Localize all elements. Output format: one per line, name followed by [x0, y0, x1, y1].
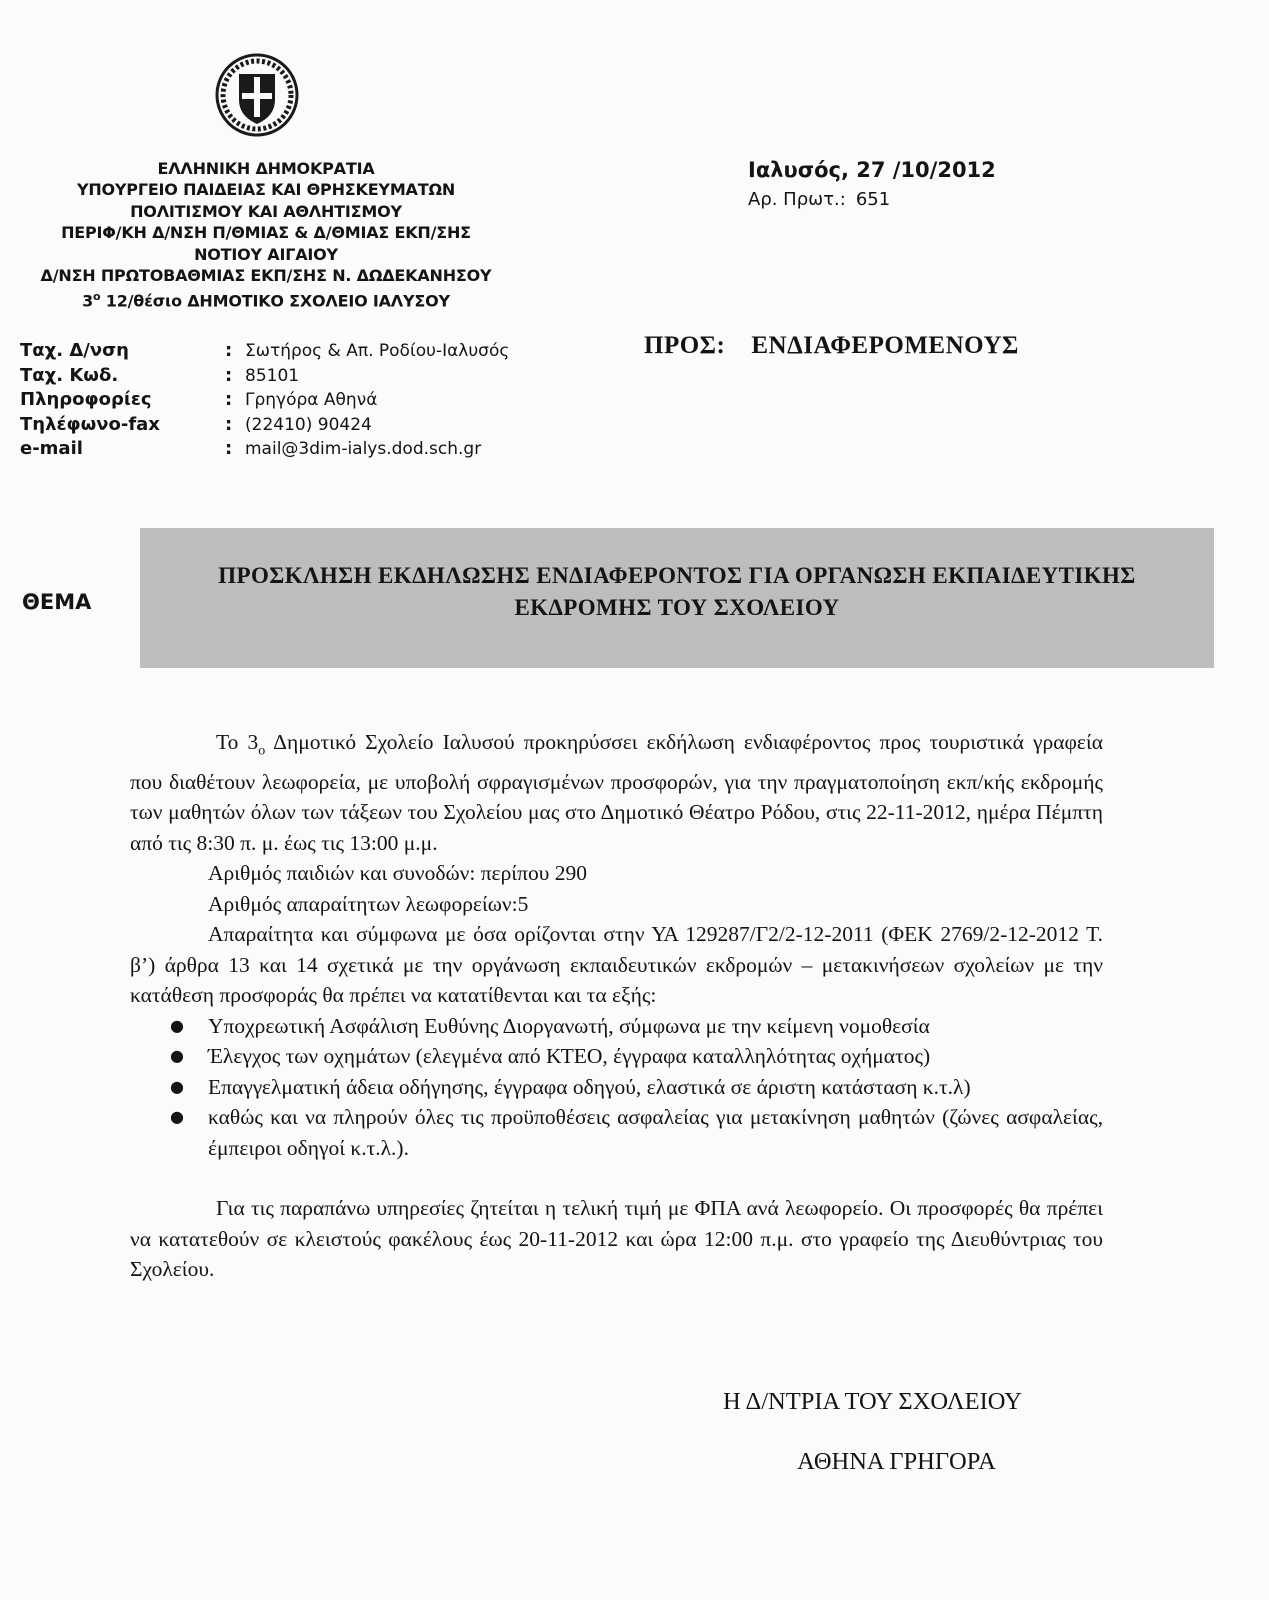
- header-line: ΥΠΟΥΡΓΕΙΟ ΠΑΙΔΕΙΑΣ ΚΑΙ ΘΡΗΣΚΕΥΜΑΤΩΝ: [76, 180, 456, 200]
- school-number-suffix: ο: [93, 290, 101, 304]
- closing-paragraph: Για τις παραπάνω υπηρεσίες ζητείται η τελική τιμή με ΦΠΑ ανά λεωφορείο. Οι προσφορές θα πρέπει να κατατεθούν σε κλειστούς φακέλους έως 20-11-2012 και ώρα 12:00 π.μ. στο γραφείο της Διευθύντριας του Σχολείου.: [130, 1196, 1103, 1282]
- contact-label: e-mail: [20, 438, 83, 460]
- contact-value: (22410) 90424: [245, 414, 372, 435]
- contact-value: Γρηγόρα Αθηνά: [245, 390, 378, 411]
- intro-ordinal: ο: [258, 743, 266, 759]
- intro-text: Δημοτικό Σχολείο Ιαλυσού προκηρύσσει εκδήλωση ενδιαφέροντος προς τουριστικά γραφεία που διαθέτουν λεωφορεία, με υποβολή σφραγισμένων προσφορών, για την πραγματοποίηση εκπ/κής εκδρομής των μαθητών όλων των τάξεων του Σχολείου μας στο Δημοτικό Θέατρο Ρόδου, στις 22-11-2012, ημέρα Πέμπτη από τις 8:30 π. μ. έως τις 13:00 μ.μ.: [130, 730, 1104, 855]
- header-line: ΕΛΛΗΝΙΚΗ ΔΗΜΟΚΡΑΤΙΑ: [157, 159, 375, 178]
- bullet-icon: ●: [170, 1076, 184, 1096]
- document-date: Ιαλυσός, 27 /10/2012: [748, 158, 996, 182]
- protocol-label: Αρ. Πρωτ.:: [748, 189, 846, 210]
- contact-value: Σωτήρος & Απ. Ροδίου-Ιαλυσός: [245, 341, 510, 361]
- signatory-title: Η Δ/ΝΤΡΙΑ ΤΟΥ ΣΧΟΛΕΙΟΥ: [723, 1388, 1022, 1415]
- protocol-value: 651: [855, 189, 891, 210]
- bullet-icon: ●: [170, 1015, 184, 1035]
- bullet-icon: ●: [170, 1107, 184, 1127]
- subject-line: ΕΚΔΡΟΜΗΣ ΤΟΥ ΣΧΟΛΕΙΟΥ: [514, 595, 840, 620]
- requirements-list: [130, 1011, 1103, 1164]
- school-number: 3: [82, 291, 94, 311]
- subject-line: ΠΡΟΣΚΛΗΣΗ ΕΚΔΗΛΩΣΗΣ ΕΝΔΙΑΦΕΡΟΝΤΟΣ ΓΙΑ ΟΡΓΑΝΩΣΗ ΕΚΠΑΙΔΕΥΤΙΚΗΣ: [218, 563, 1136, 588]
- contact-label: Ταχ. Κωδ.: [20, 364, 119, 386]
- school-name-line: [20, 286, 512, 312]
- list-item: [170, 1102, 1103, 1163]
- contact-label: Ταχ. Δ/νση: [20, 340, 129, 361]
- recipient-value: ΕΝΔΙΑΦΕΡΟΜΕΝΟΥΣ: [751, 332, 1019, 359]
- intro-paragraph: [130, 727, 1103, 858]
- requirements-paragraph: Απαραίτητα και σύμφωνα με όσα ορίζονται στην ΥΑ 129287/Γ2/2-12-2011 (ΦΕΚ 2769/2-12-2012 Τ. β’) άρθρα 13 και 14 σχετικά με την οργάνωση εκπαιδευτικών εκδρομών – μετακινήσεων σχολείων με την κατάθεση προσφοράς θα πρέπει να κατατίθενται και τα εξής:: [130, 922, 1103, 1008]
- list-item-text: καθώς και να πληρούν όλες τις προϋποθέσεις ασφαλείας για μετακίνηση μαθητών (ζώνες ασφαλείας, έμπειροι οδηγοί κ.τ.λ.).: [208, 1105, 1103, 1160]
- signatory-name: ΑΘΗΝΑ ΓΡΗΓΟΡΑ: [797, 1448, 996, 1475]
- intro-start: Το 3: [216, 730, 259, 754]
- school-name: 12/θέσιο ΔΗΜΟΤΙΚΟ ΣΧΟΛΕΙΟ ΙΑΛΥΣΟΥ: [100, 291, 450, 311]
- list-item: [170, 1041, 1103, 1072]
- contact-label: Πληροφορίες: [20, 389, 152, 411]
- header-line: ΠΕΡΙΦ/ΚΗ Δ/ΝΣΗ Π/ΘΜΙΑΣ & Δ/ΘΜΙΑΣ ΕΚΠ/ΣΗΣ: [61, 223, 471, 243]
- greek-state-emblem-icon: [214, 52, 300, 138]
- children-count: Αριθμός παιδιών και συνοδών: περίπου 290: [208, 861, 587, 886]
- list-item: [170, 1011, 1103, 1042]
- contact-value: 85101: [245, 365, 300, 386]
- contact-colon: :: [225, 389, 233, 411]
- issuer-header: [20, 158, 512, 312]
- list-item-text: Επαγγελματική άδεια οδήγησης, έγγραφα οδηγού, ελαστικά σε άριστη κατάσταση κ.τ.λ): [208, 1074, 971, 1099]
- header-line: ΠΟΛΙΤΙΣΜΟΥ ΚΑΙ ΑΘΛΗΤΙΣΜΟΥ: [130, 201, 402, 221]
- list-item-text: Έλεγχος των οχημάτων (ελεγμένα από ΚΤΕΟ, έγγραφα καταλληλότητας οχήματος): [208, 1044, 931, 1069]
- protocol-number: [748, 189, 996, 210]
- letter-body: [130, 727, 1103, 1306]
- recipient: [644, 332, 1019, 360]
- subject-label: ΘΕΜΑ: [22, 590, 92, 614]
- contact-colon: :: [225, 413, 233, 435]
- contact-colon: :: [225, 340, 233, 361]
- header-line: Δ/ΝΣΗ ΠΡΩΤΟΒΑΘΜΙΑΣ ΕΚΠ/ΣΗΣ Ν. ΔΩΔΕΚΑΝΗΣΟΥ: [40, 266, 492, 286]
- contact-value: mail@3dim-ialys.dod.sch.gr: [245, 439, 482, 460]
- contact-colon: :: [225, 364, 233, 386]
- list-item: [170, 1072, 1103, 1103]
- list-item-text: Υποχρεωτική Ασφάλιση Ευθύνης Διοργανωτή, σύμφωνα με την κείμενη νομοθεσία: [208, 1013, 930, 1038]
- subject-box: [140, 528, 1214, 668]
- date-protocol-block: [748, 158, 996, 210]
- header-line: ΝΟΤΙΟΥ ΑΙΓΑΙΟΥ: [194, 244, 338, 264]
- bullet-icon: ●: [170, 1046, 184, 1066]
- signature-block: [700, 1388, 1045, 1476]
- contact-colon: :: [225, 438, 233, 460]
- buses-count: Αριθμός απαραίτητων λεωφορείων:5: [208, 891, 529, 916]
- recipient-label: ΠΡΟΣ:: [644, 332, 726, 359]
- contact-label: Τηλέφωνο-fax: [20, 413, 160, 435]
